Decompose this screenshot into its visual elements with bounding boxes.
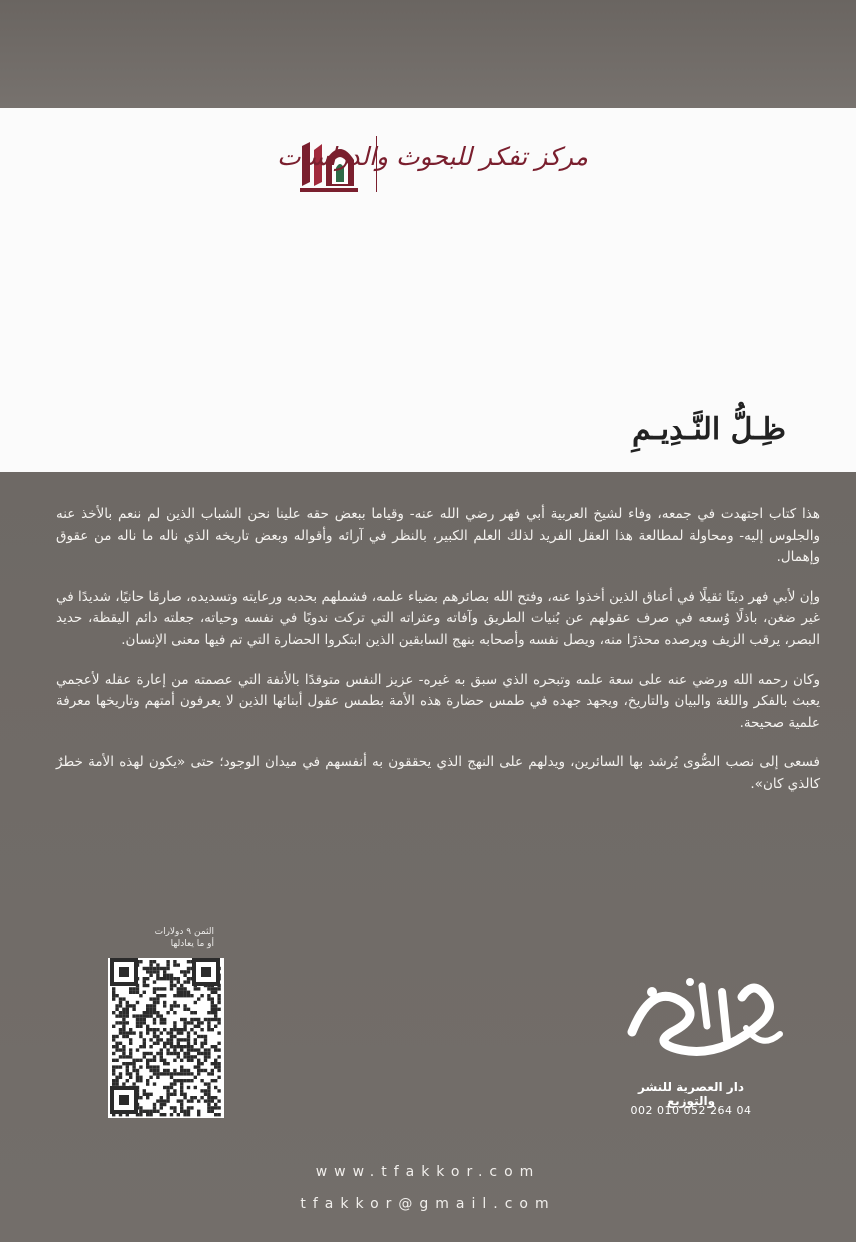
publisher-name: دار العصرية للنشر والتوزيع	[638, 1080, 744, 1108]
top-band	[0, 0, 856, 108]
center-logo	[277, 132, 588, 196]
price-label	[104, 926, 214, 950]
price-line-2: أو ما يعادلها	[170, 939, 214, 949]
center-name: مركز تفكر للبحوث والدراسات	[277, 142, 588, 171]
back-cover-blurb	[56, 504, 820, 814]
publisher-calligraphy-logo-icon	[612, 962, 792, 1082]
qr-code-icon	[108, 958, 224, 1118]
price-line-1: الثمن ٩ دولارات	[154, 927, 214, 937]
blurb-paragraph-3: وكان رحمه الله ورضي عنه على سعة علمه وتبحره الذي سبق به غيره- عزيز النفس متوقدًا بالأنفة التي عصمته من إعارة عقله لأعجمي يعبث بالفكر واللغة والبيان والتاريخ، ويجهد جهده في طمس حضارة هذه الأمة بطمس عقول أبنائها الذين لا يعرفون أمتهم وتاريخها معرفة علمية صحيحة.	[56, 671, 820, 731]
blurb-paragraph-1: هذا كتاب اجتهدت في جمعه، وفاء لشيخ العربية أبي فهر رضي الله عنه- وقياما ببعض حقه علينا نحن الشباب الذين لم ننعم بالأخذ عنه والجلوس إليه- ومحاولة لمطالعة هذا العقل الفريد لذلك العلم الكبير، بالنظر في آرائه وأقواله وبعض تاريخه الذي ناله ما ناله من عقوق وإهمال.	[56, 506, 820, 566]
blurb-paragraph-2: وإن لأبي فهر دينًا ثقيلًا في أعناق الذين أخذوا عنه، وفتح الله بصائرهم بضياء علمه، فشملهم بحدبه ورعايته وتسديده، صارمًا حانيًا، شديدًا في غير ضغن، باذلًا وُسعه في صرف عقولهم عن بُنيات الطريق وآفاته وعثراته التي تركت ندوبًا في نفسه وحياته، جعلته دائم اليقظة، حديد البصر، يرقب الزيف ويرصده محذرًا منه، ويصل نفسه وأصحابه بنهج السابقين الذين ابتكروا الحضارة التي تم فيها معنى الإنسان.	[56, 588, 820, 648]
email-address[interactable]: tfakkor@gmail.com	[300, 1196, 556, 1212]
blurb-paragraph-4: فسعى إلى نصب الصُّوى يُرشد بها السائرين، ويدلهم على النهج الذي يحققون به أنفسهم في ميدان الوجود؛ حتى «يكون لهذه الأمة خطرٌ كالذي كان».	[56, 754, 820, 792]
book-title: ظِـلُّ النَّـدِيـمِ	[632, 412, 786, 447]
website-url[interactable]: www.tfakkor.com	[315, 1164, 541, 1180]
publisher-phone: 002 010 052 264 04	[630, 1104, 752, 1117]
